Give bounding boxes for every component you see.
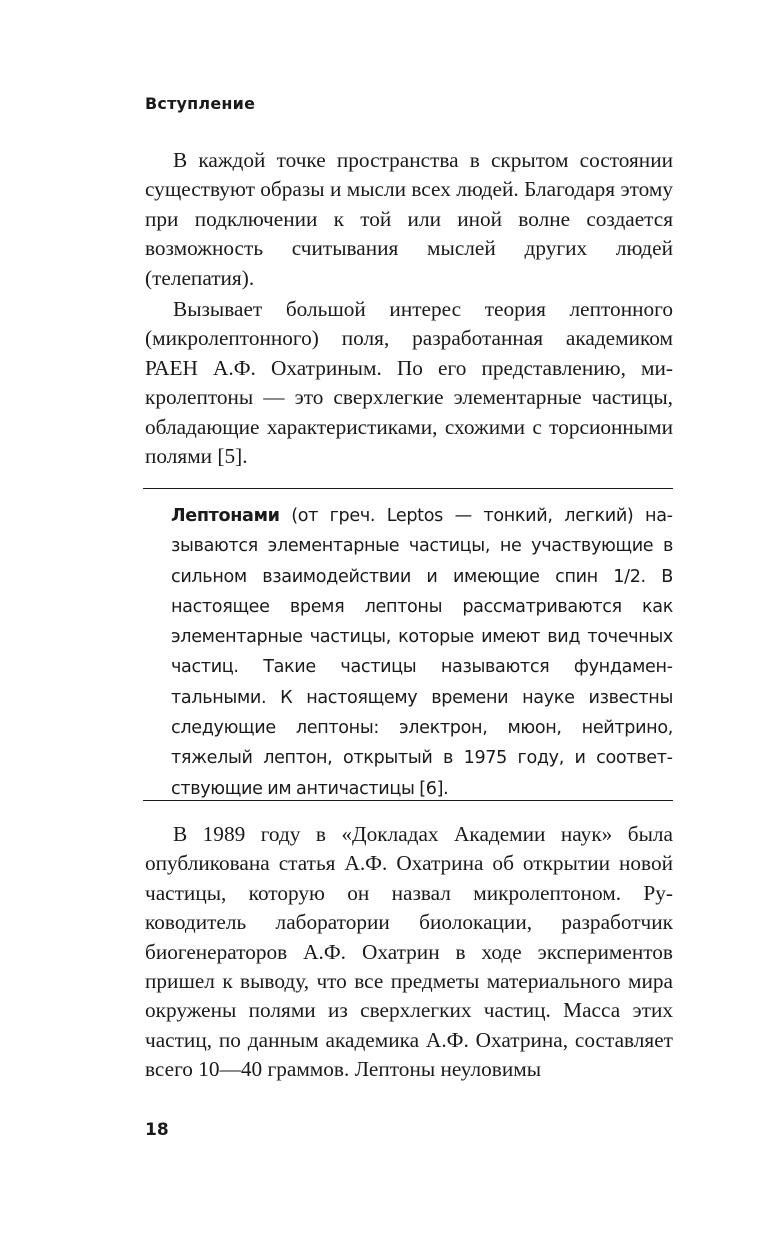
definition-body: (от греч. Leptos — тонкий, легкий) называются элементарные частицы, не участвующие в сильном взаимодействии и имеющие спин 1/2. В настоящее время лептоны рассматриваются как элементарные частицы, которые имеют вид точечных частиц. Такие частицы называются фундаментальными. К настоящему времени науке известны следующие лептоны: электрон, мюон, нейтрино, тяжелый лептон, открытый в 1975 году, и соответствующие им античастицы [6]. xyxy=(171,506,673,799)
definition-text xyxy=(171,501,673,804)
paragraph: В каждой точке пространства в скрытом состоянии существуют образы и мысли всех людей. Благодаря этому при подключении к той или иной волне создается возможность считывания мыслей других людей (телепатия). xyxy=(145,148,673,290)
running-head: Вступление xyxy=(145,94,256,113)
paragraph: В 1989 году в «Докладах Академии наук» была опубликована статья А.Ф. Охатрина об открытии новой частицы, которую он назвал микролептоном. Руководитель лаборатории биолокации, разработчик биогенераторов А.Ф. Охатрин в ходе экспериментов пришел к выводу, что все предметы материального мира окружены полями из сверхлегких частиц. Масса этих частиц, по данным академика А.Ф. Охатрина, составляет всего 10—40 граммов. Лептоны неуловимы xyxy=(145,822,673,1082)
body-text-bottom xyxy=(145,820,673,1085)
definition-term: Лептонами xyxy=(171,506,280,526)
page-number: 18 xyxy=(145,1120,169,1140)
body-text-top xyxy=(145,146,673,471)
definition-box xyxy=(143,488,673,801)
paragraph: Вызывает большой интерес теория лептонного (микролептонного) поля, разработанная академиком РАЕН А.Ф. Охатриным. По его представлению, микролептоны — это сверхлегкие элементарные частицы, обладающие характеристиками, схожими с торсионными полями [5]. xyxy=(145,297,673,469)
